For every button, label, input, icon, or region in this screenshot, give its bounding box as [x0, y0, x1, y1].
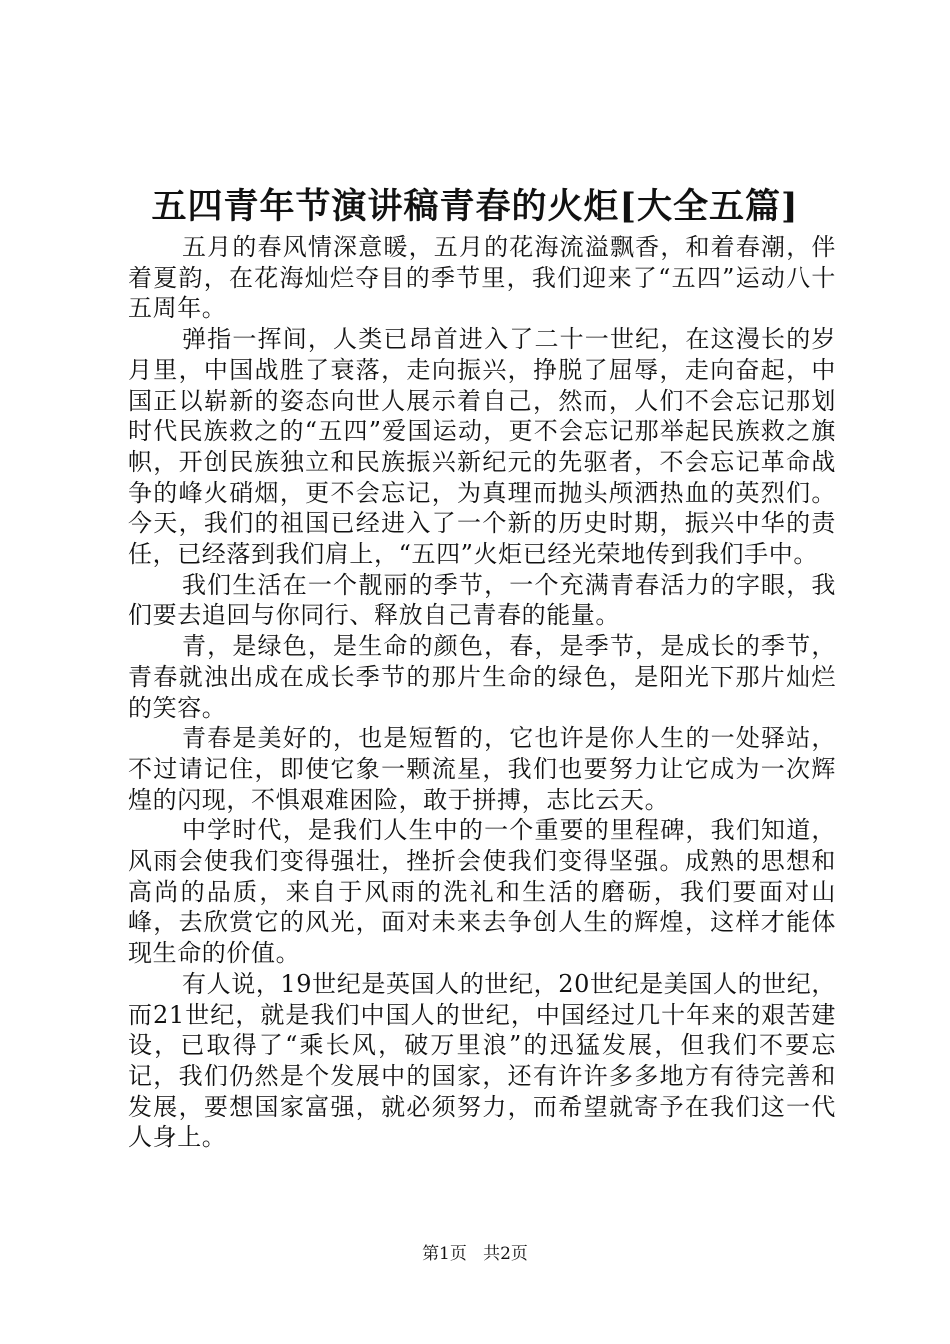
paragraph: 弹指一挥间，人类已昂首进入了二十一世纪，在这漫长的岁月里，中国战胜了衰落，走向振兴，挣脱了屈辱，走向奋起，中国正以崭新的姿态向世人展示着自己，然而，人们不会忘记那划时代民族救之的“五四”爱国运动，更不会忘记那举起民族救之旗帜，开创民族独立和民族振兴新纪元的先驱者，不会忘记革命战争的峰火硝烟，更不会忘记，为真理而抛头颅洒热血的英烈们。今天，我们的祖国已经进入了一个新的历史时期，振兴中华的责任，已经落到我们肩上，“五四”火炬已经光荣地传到我们手中。	[128, 325, 836, 569]
paragraph: 有人说，19世纪是英国人的世纪，20世纪是美国人的世纪，而21世纪，就是我们中国人的世纪，中国经过几十年来的艰苦建设，已取得了“乘长风，破万里浪”的迅猛发展，但我们不要忘记，我们仍然是个发展中的国家，还有许许多多地方有待完善和发展，要想国家富强，就必须努力，而希望就寄予在我们这一代人身上。	[128, 969, 836, 1152]
document-title: 五四青年节演讲稿青春的火炬[大全五篇]	[151, 186, 799, 227]
page-footer	[0, 1243, 950, 1265]
paragraph: 青春是美好的，也是短暂的，它也许是你人生的一处驿站，不过请记住，即使它象一颗流星，我们也要努力让它成为一次辉煌的闪现，不惧艰难困险，敢于拼搏，志比云天。	[128, 724, 836, 814]
paragraph: 我们生活在一个靓丽的季节，一个充满青春活力的字眼，我们要去追回与你同行、释放自己青春的能量。	[128, 570, 836, 630]
page-number: 第1页	[422, 1244, 467, 1264]
document-body	[128, 232, 836, 1153]
paragraph: 中学时代，是我们人生中的一个重要的里程碑，我们知道，风雨会使我们变得强壮，挫折会使我们变得坚强。成熟的思想和高尚的品质，来自于风雨的洗礼和生活的磨砺，我们要面对山峰，去欣赏它的风光，面对未来去争创人生的辉煌，这样才能体现生命的价值。	[128, 816, 836, 968]
paragraph: 青，是绿色，是生命的颜色，春，是季节，是成长的季节，青春就浊出成在成长季节的那片生命的绿色，是阳光下那片灿烂的笑容。	[128, 632, 836, 722]
paragraph: 五月的春风情深意暖，五月的花海流溢飘香，和着春潮，伴着夏韵，在花海灿烂夺目的季节里，我们迎来了“五四”运动八十五周年。	[128, 233, 836, 323]
page-total: 共2页	[483, 1244, 528, 1264]
